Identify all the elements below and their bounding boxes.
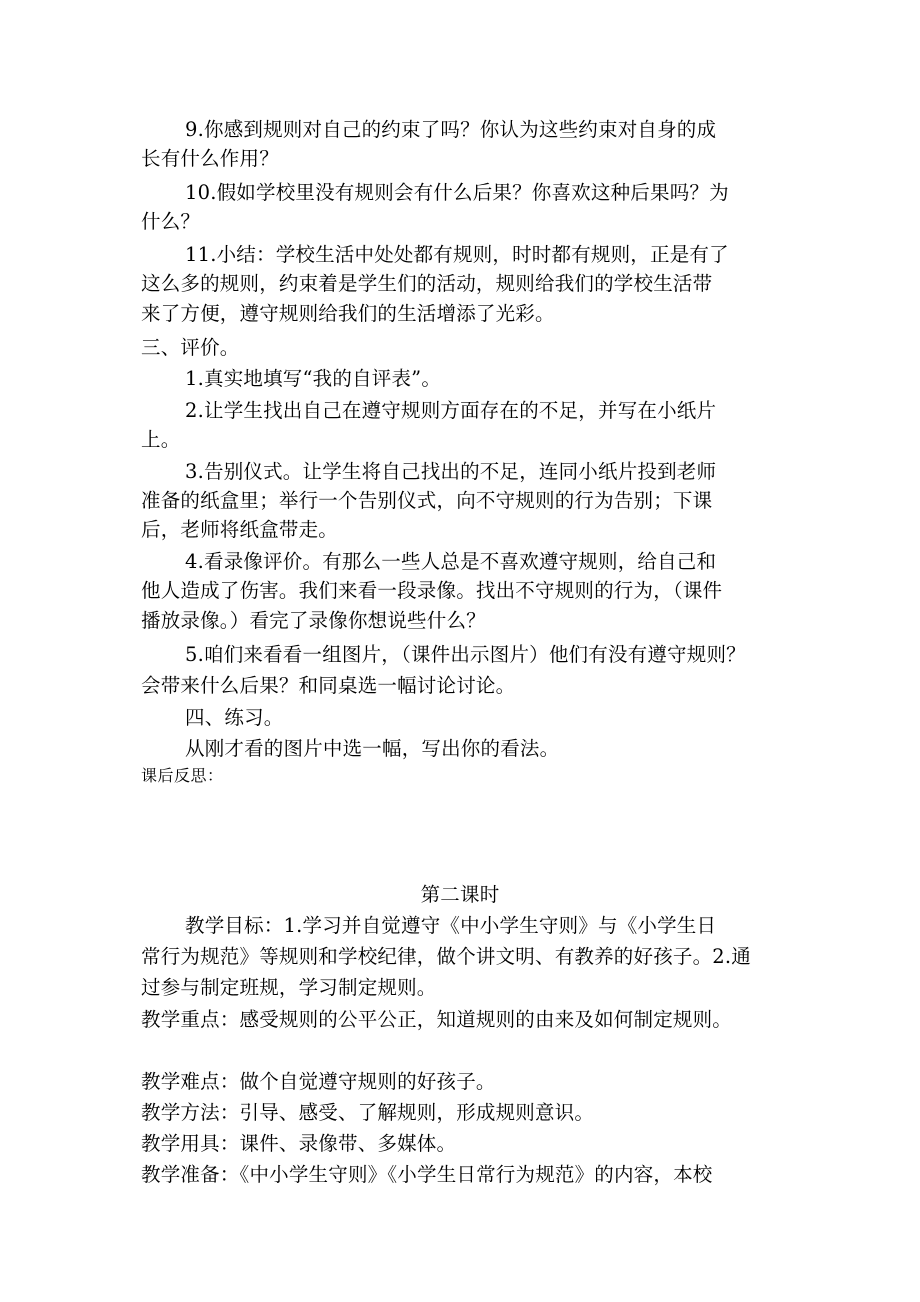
summary-11-line-2: 这么多的规则，约束着是学生们的活动，规则给我们的学校生活带	[141, 272, 713, 295]
summary-11-line-3: 来了方便，遵守规则给我们的生活增添了光彩。	[141, 302, 555, 325]
evaluation-item-3-line-2: 准备的纸盒里；举行一个告别仪式，向不守规则的行为告别；下课	[141, 489, 713, 512]
summary-11-line-1: 11.小结：学校生活中处处都有规则，时时都有规则，正是有了	[185, 243, 729, 266]
objectives-line-3: 过参与制定班规，学习制定规则。	[141, 976, 437, 999]
teaching-tools: 教学用具：课件、录像带、多媒体。	[141, 1132, 457, 1155]
difficulty: 教学难点：做个自觉遵守规则的好孩子。	[141, 1070, 496, 1093]
question-10-line-1: 10.假如学校里没有规则会有什么后果？你喜欢这种后果吗？为	[185, 181, 729, 204]
evaluation-item-4-line-2: 他人造成了伤害。我们来看一段录像。找出不守规则的行为，（课件	[141, 579, 723, 602]
key-point: 教学重点：感受规则的公平公正，知道规则的由来及如何制定规则。	[141, 1008, 733, 1031]
evaluation-item-5-line-1: 5.咱们来看看一组图片，（课件出示图片）他们有没有遵守规则？	[185, 643, 746, 666]
evaluation-item-4-line-1: 4.看录像评价。有那么一些人总是不喜欢遵守规则，给自己和	[185, 550, 717, 573]
evaluation-item-2-line-1: 2.让学生找出自己在遵守规则方面存在的不足，并写在小纸片	[185, 399, 717, 422]
question-10-line-2: 什么？	[141, 210, 201, 233]
evaluation-heading: 三、评价。	[141, 336, 240, 359]
objectives-line-1: 教学目标：1.学习并自觉遵守《中小学生守则》与《小学生日	[185, 914, 717, 937]
question-9-line-1: 9.你感到规则对自己的约束了吗？你认为这些约束对自身的成	[185, 118, 717, 141]
evaluation-item-3-line-3: 后，老师将纸盒带走。	[141, 518, 339, 541]
objectives-line-2: 常行为规范》等规则和学校纪律，做个讲文明、有教养的好孩子。2.通	[141, 945, 752, 968]
teaching-method: 教学方法：引导、感受、了解规则，形成规则意识。	[141, 1101, 595, 1124]
evaluation-item-4-line-3: 播放录像。）看完了录像你想说些什么？	[141, 609, 486, 632]
practice-heading: 四、练习。	[185, 706, 284, 729]
evaluation-item-2-line-2: 上。	[141, 428, 181, 451]
practice-body: 从刚才看的图片中选一幅，写出你的看法。	[185, 737, 560, 760]
reflection-label: 课后反思：	[141, 766, 224, 785]
evaluation-item-3-line-1: 3.告别仪式。让学生将自己找出的不足，连同小纸片投到老师	[185, 460, 717, 483]
question-9-line-2: 长有什么作用？	[141, 147, 279, 170]
teaching-preparation: 教学准备：《中小学生守则》《小学生日常行为规范》的内容，本校	[141, 1163, 713, 1186]
evaluation-item-1: 1.真实地填写“我的自评表”。	[185, 367, 442, 390]
evaluation-item-5-line-2: 会带来什么后果？和同桌选一幅讨论讨论。	[141, 674, 516, 697]
lesson-2-title: 第二课时	[420, 883, 500, 906]
